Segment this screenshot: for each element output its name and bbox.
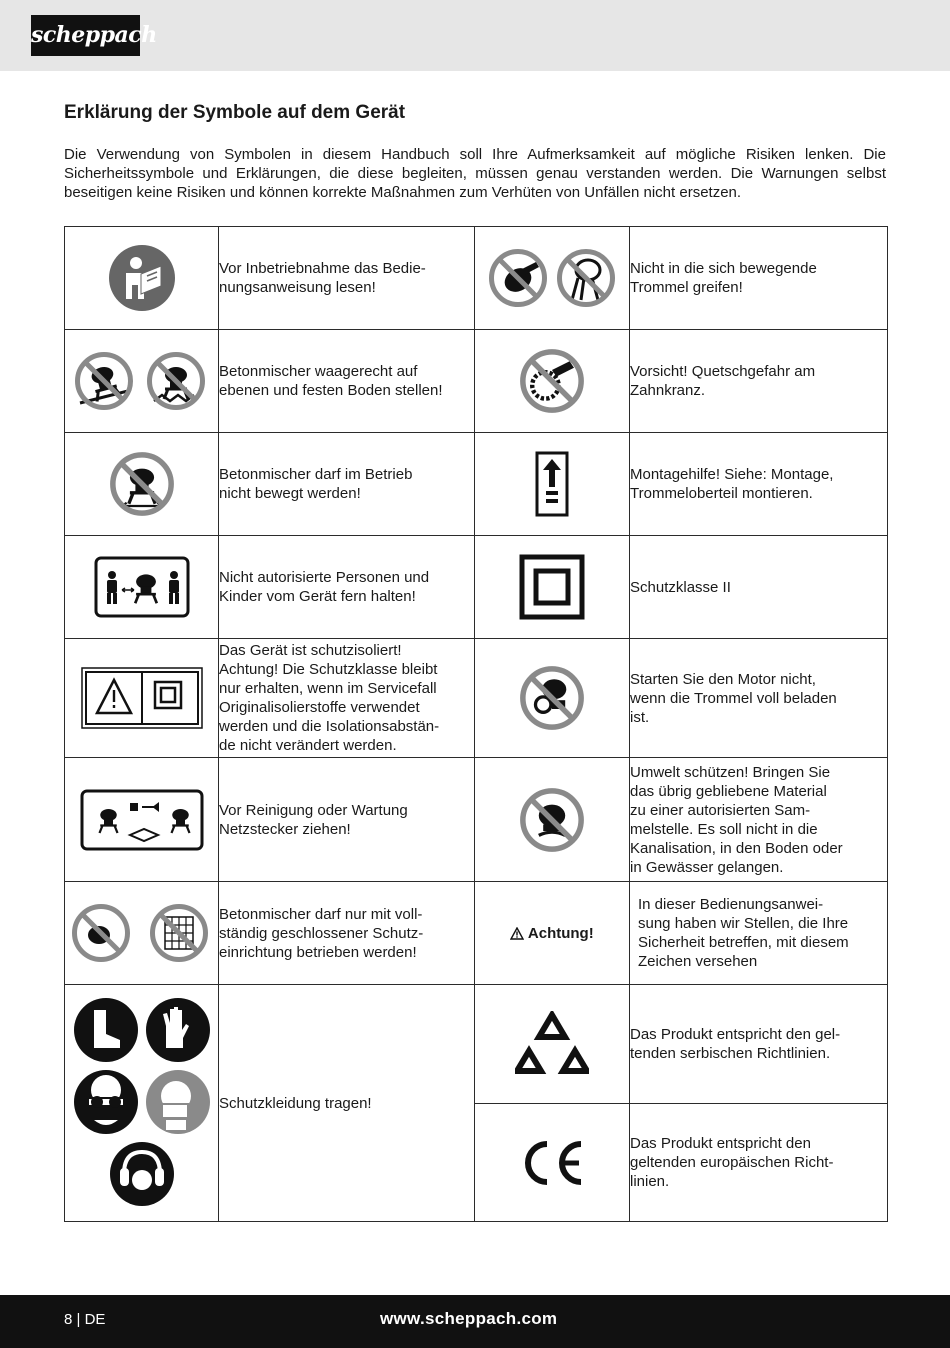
symbol-description: Vor Reinigung oder Wartung Netzstecker ziehen! (219, 801, 408, 838)
symbol-description: Vorsicht! Quetschgefahr am Zahnkranz. (630, 363, 816, 399)
no-uneven-ground-icons (65, 330, 219, 433)
ear-protection-icon (110, 1142, 174, 1206)
achtung-label: Achtung! (475, 882, 630, 985)
intro-paragraph: Die Verwendung von Symbolen in diesem Handbuch soll Ihre Aufmerksamkeit auf mögliche Risiken lenken. Die Sicherheitssymbole und Erklärungen, die diese begleiten, müssen genau verstanden werden. Die Warnungen selbst beseitigen keine Risiken und können korrekte Maßnahmen zum Verhüten von Unfällen nicht ersetzen. (64, 146, 886, 201)
gloves-icon (146, 998, 210, 1062)
symbol-description: Betonmischer darf im Betrieb nicht bewegt werden! (219, 466, 413, 502)
table-row (65, 758, 888, 882)
symbol-description: Nicht in die sich bewegende Trommel greifen! (630, 260, 817, 296)
assembly-arrow-icon (475, 433, 630, 536)
symbol-description: Nicht autorisierte Personen und Kinder vom Gerät fern halten! (219, 569, 430, 605)
dust-mask-icon (146, 1070, 210, 1134)
do-not-move-icon (65, 433, 219, 536)
keep-persons-away-icon (65, 536, 219, 639)
insulated-warning-icon (65, 639, 219, 758)
footer-url: www.scheppach.com (380, 1309, 558, 1328)
symbol-description: Das Gerät ist schutzisoliert! Achtung! Die Schutzklasse bleibt nur erhalten, wenn im Servicefall Originalisolierstoffe verwendet werden und die Isolationsabstän- de nicht verändert werden. (219, 642, 440, 754)
crush-hazard-gear-icon (475, 330, 630, 433)
environment-protection-icon (475, 758, 630, 882)
table-row (65, 227, 888, 330)
symbol-description: Betonmischer waagerecht auf ebenen und festen Boden stellen! (219, 363, 443, 399)
guard-required-icons (65, 882, 219, 985)
ce-mark-icon (475, 1104, 630, 1222)
symbol-description: Schutzkleidung tragen! (219, 1094, 372, 1112)
table-row (65, 433, 888, 536)
symbol-description: In dieser Bedienungsanwei- sung haben wir Stellen, die Ihre Sicherheit betreffen, mit diesem Zeichen versehen (638, 896, 849, 970)
boots-icon (74, 998, 138, 1062)
table-row (65, 536, 888, 639)
table-row (65, 882, 888, 985)
no-hand-in-drum-icons (475, 227, 630, 330)
footer-bar (0, 1295, 950, 1348)
symbol-description: Betonmischer darf nur mit voll- ständig geschlossener Schutz- einrichtung betrieben werden! (219, 905, 424, 961)
protective-clothing-icons (65, 985, 219, 1222)
warning-triangle-icon (510, 927, 524, 940)
table-row (65, 330, 888, 433)
symbol-table (64, 226, 888, 1222)
serbian-conformity-icon (475, 985, 630, 1104)
brand-logo: scheppach (31, 15, 140, 56)
header-bar (0, 0, 950, 71)
table-row (65, 985, 888, 1104)
symbol-description: Das Produkt entspricht den geltenden europäischen Richt- linien. (630, 1135, 834, 1190)
safety-glasses-icon (74, 1070, 138, 1134)
protection-class-ii-icon (475, 536, 630, 639)
unplug-before-maintenance-icon (65, 758, 219, 882)
table-row (65, 639, 888, 758)
symbol-description: Starten Sie den Motor nicht, wenn die Trommel voll beladen ist. (630, 670, 837, 726)
symbol-description: Montagehilfe! Siehe: Montage, Trommeloberteil montieren. (630, 466, 834, 502)
page-title: Erklärung der Symbole auf dem Gerät (64, 102, 406, 123)
page-number: 8 | DE (64, 1311, 106, 1328)
no-start-loaded-icon (475, 639, 630, 758)
symbol-description: Das Produkt entspricht den gel- tenden serbischen Richtlinien. (630, 1026, 841, 1062)
symbol-description: Vor Inbetriebnahme das Bedie- nungsanweisung lesen! (219, 260, 426, 296)
read-manual-icon (65, 227, 219, 330)
symbol-description: Schutzklasse II (630, 578, 731, 596)
symbol-description: Umwelt schützen! Bringen Sie das übrig gebliebene Material zu einer autorisierten Sam- melstelle. Es soll nicht in die Kanalisation, in den Boden oder in Gewässer gelangen. (630, 763, 843, 876)
